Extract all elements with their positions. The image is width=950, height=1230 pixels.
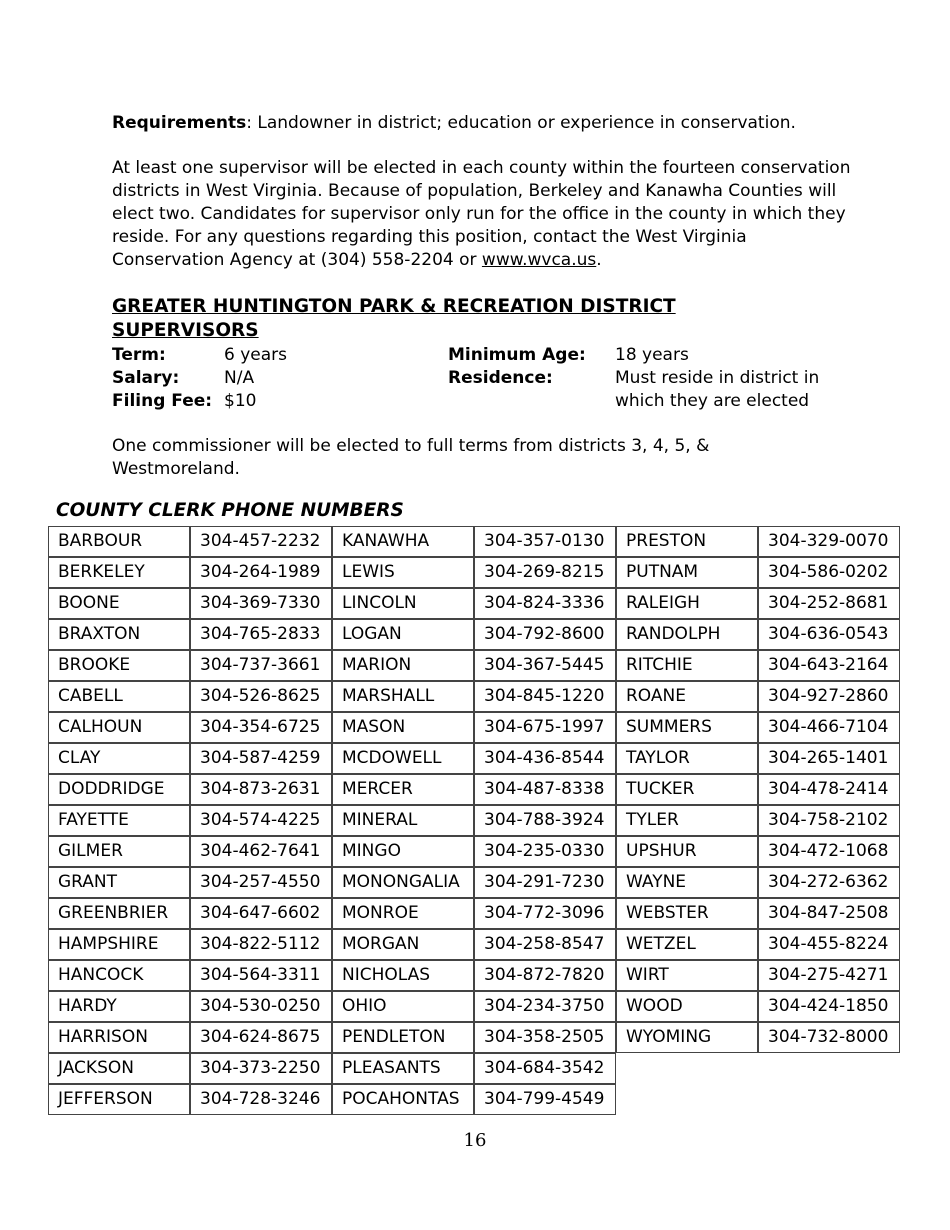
county-phone-cell: 304-530-0250	[190, 991, 332, 1022]
county-name-cell: JACKSON	[48, 1053, 190, 1084]
county-name-cell: KANAWHA	[332, 526, 474, 557]
residence-value: Must reside in district in which they are elected	[615, 368, 820, 411]
county-name-cell: CALHOUN	[48, 712, 190, 743]
huntington-heading: GREATER HUNTINGTON PARK & RECREATION DISTRICT SUPERVISORS	[112, 296, 676, 341]
huntington-values-left	[224, 344, 287, 413]
county-phone-cell: 304-358-2505	[474, 1022, 616, 1053]
county-name-cell: MCDOWELL	[332, 743, 474, 774]
county-name-cell: LINCOLN	[332, 588, 474, 619]
county-name-cell: TYLER	[616, 805, 758, 836]
county-phone-cell: 304-636-0543	[758, 619, 900, 650]
county-phone-cell: 304-457-2232	[190, 526, 332, 557]
county-name-cell: WAYNE	[616, 867, 758, 898]
county-name-cell: RITCHIE	[616, 650, 758, 681]
county-name-cell: WETZEL	[616, 929, 758, 960]
county-name-cell: PLEASANTS	[332, 1053, 474, 1084]
county-name-cell: HANCOCK	[48, 960, 190, 991]
filing-fee-label: Filing Fee:	[112, 391, 213, 411]
county-phone-cell: 304-369-7330	[190, 588, 332, 619]
county-phone-cell: 304-624-8675	[190, 1022, 332, 1053]
county-name-cell: SUMMERS	[616, 712, 758, 743]
county-phone-cell: 304-373-2250	[190, 1053, 332, 1084]
county-phone-cell: 304-234-3750	[474, 991, 616, 1022]
min-age-label: Minimum Age:	[448, 345, 586, 365]
county-phone-cell: 304-436-8544	[474, 743, 616, 774]
county-name-cell: BOONE	[48, 588, 190, 619]
requirements-text: : Landowner in district; education or experience in conservation.	[246, 113, 796, 133]
county-phone-cell: 304-354-6725	[190, 712, 332, 743]
county-name-cell: CABELL	[48, 681, 190, 712]
county-name-cell: PENDLETON	[332, 1022, 474, 1053]
huntington-labels-right	[448, 344, 586, 390]
county-phone-cell: 304-252-8681	[758, 588, 900, 619]
county-phone-cell: 304-765-2833	[190, 619, 332, 650]
conservation-paragraph-end: .	[596, 250, 602, 270]
county-phone-cell: 304-772-3096	[474, 898, 616, 929]
county-name-cell: OHIO	[332, 991, 474, 1022]
county-name-cell: WEBSTER	[616, 898, 758, 929]
county-phone-cell: 304-466-7104	[758, 712, 900, 743]
wvca-link[interactable]: www.wvca.us	[481, 250, 597, 270]
county-phone-cell: 304-487-8338	[474, 774, 616, 805]
county-name-cell: MARSHALL	[332, 681, 474, 712]
county-phone-cell: 304-472-1068	[758, 836, 900, 867]
county-name-cell: HAMPSHIRE	[48, 929, 190, 960]
salary-value: N/A	[224, 368, 255, 388]
county-phone-cell: 304-291-7230	[474, 867, 616, 898]
county-name-cell: TAYLOR	[616, 743, 758, 774]
county-phone-cell: 304-799-4549	[474, 1084, 616, 1115]
county-name-cell: MARION	[332, 650, 474, 681]
county-name-cell: BERKELEY	[48, 557, 190, 588]
county-name-cell: WYOMING	[616, 1022, 758, 1053]
county-name-cell: GRANT	[48, 867, 190, 898]
salary-label: Salary:	[112, 368, 180, 388]
requirements-line	[112, 112, 852, 135]
county-name-cell: HARDY	[48, 991, 190, 1022]
county-name-cell: MONONGALIA	[332, 867, 474, 898]
county-phone-cell: 304-265-1401	[758, 743, 900, 774]
county-phone-cell: 304-728-3246	[190, 1084, 332, 1115]
county-clerk-title: COUNTY CLERK PHONE NUMBERS	[56, 500, 404, 521]
county-phone-cell: 304-873-2631	[190, 774, 332, 805]
county-name-cell: MASON	[332, 712, 474, 743]
county-name-cell: BROOKE	[48, 650, 190, 681]
county-phone-cell: 304-367-5445	[474, 650, 616, 681]
county-name-cell: NICHOLAS	[332, 960, 474, 991]
county-phone-cell: 304-587-4259	[190, 743, 332, 774]
county-phone-cell: 304-927-2860	[758, 681, 900, 712]
county-phone-cell: 304-257-4550	[190, 867, 332, 898]
residence-label: Residence:	[448, 368, 553, 388]
county-phone-cell: 304-564-3311	[190, 960, 332, 991]
conservation-paragraph-text: At least one supervisor will be elected in each county within the fourteen conservation districts in West Virginia. Because of population, Berkeley and Kanawha Counties will elect two. Candidates for supervisor only run for the office in the county in which they reside. For any questions regarding this position, contact the West Virginia Conservation Agency at (304) 558-2204 or	[112, 158, 851, 270]
county-name-cell: WOOD	[616, 991, 758, 1022]
county-name-cell: PUTNAM	[616, 557, 758, 588]
county-name-cell: MORGAN	[332, 929, 474, 960]
county-phone-cell: 304-478-2414	[758, 774, 900, 805]
county-phone-cell: 304-822-5112	[190, 929, 332, 960]
county-phone-cell: 304-272-6362	[758, 867, 900, 898]
county-phone-cell: 304-792-8600	[474, 619, 616, 650]
county-name-cell: WIRT	[616, 960, 758, 991]
county-name-cell: GREENBRIER	[48, 898, 190, 929]
county-phone-cell: 304-455-8224	[758, 929, 900, 960]
county-phone-cell: 304-684-3542	[474, 1053, 616, 1084]
county-name-cell: BRAXTON	[48, 619, 190, 650]
county-name-cell: GILMER	[48, 836, 190, 867]
county-name-cell: DODDRIDGE	[48, 774, 190, 805]
filing-fee-value: $10	[224, 391, 257, 411]
county-name-cell: ROANE	[616, 681, 758, 712]
huntington-description: One commissioner will be elected to full terms from districts 3, 4, 5, & Westmoreland.	[112, 436, 710, 479]
county-name-cell: MONROE	[332, 898, 474, 929]
county-name-cell: RANDOLPH	[616, 619, 758, 650]
county-name-cell: JEFFERSON	[48, 1084, 190, 1115]
county-phone-cell: 304-824-3336	[474, 588, 616, 619]
county-phone-cell: 304-264-1989	[190, 557, 332, 588]
county-name-cell: HARRISON	[48, 1022, 190, 1053]
county-phone-cell: 304-732-8000	[758, 1022, 900, 1053]
term-value: 6 years	[224, 345, 288, 365]
county-name-cell: CLAY	[48, 743, 190, 774]
page-number: 16	[463, 1130, 487, 1151]
county-phone-cell: 304-737-3661	[190, 650, 332, 681]
huntington-values-right	[615, 344, 835, 413]
county-phone-cell: 304-845-1220	[474, 681, 616, 712]
county-phone-cell: 304-847-2508	[758, 898, 900, 929]
min-age-value: 18 years	[615, 345, 689, 365]
requirements-label: Requirements	[112, 113, 247, 133]
county-phone-cell: 304-275-4271	[758, 960, 900, 991]
county-phone-cell: 304-357-0130	[474, 526, 616, 557]
county-name-cell: LOGAN	[332, 619, 474, 650]
county-phone-cell: 304-758-2102	[758, 805, 900, 836]
county-name-cell: LEWIS	[332, 557, 474, 588]
county-phone-cell: 304-788-3924	[474, 805, 616, 836]
county-name-cell: TUCKER	[616, 774, 758, 805]
county-phone-cell: 304-574-4225	[190, 805, 332, 836]
county-name-cell: FAYETTE	[48, 805, 190, 836]
county-phone-cell: 304-872-7820	[474, 960, 616, 991]
county-name-cell: MINERAL	[332, 805, 474, 836]
county-phone-cell: 304-235-0330	[474, 836, 616, 867]
county-phone-cell: 304-586-0202	[758, 557, 900, 588]
county-name-cell: UPSHUR	[616, 836, 758, 867]
county-phone-cell: 304-643-2164	[758, 650, 900, 681]
county-name-cell: MERCER	[332, 774, 474, 805]
county-name-cell: BARBOUR	[48, 526, 190, 557]
county-name-cell: POCAHONTAS	[332, 1084, 474, 1115]
term-label: Term:	[112, 345, 166, 365]
county-phone-cell: 304-424-1850	[758, 991, 900, 1022]
county-phone-cell: 304-269-8215	[474, 557, 616, 588]
county-name-cell: RALEIGH	[616, 588, 758, 619]
county-phone-cell: 304-258-8547	[474, 929, 616, 960]
county-name-cell: PRESTON	[616, 526, 758, 557]
county-phone-cell: 304-647-6602	[190, 898, 332, 929]
county-phone-cell: 304-675-1997	[474, 712, 616, 743]
huntington-labels-left	[112, 344, 212, 413]
county-name-cell: MINGO	[332, 836, 474, 867]
conservation-paragraph	[112, 157, 852, 272]
county-phone-cell: 304-462-7641	[190, 836, 332, 867]
county-phone-cell: 304-329-0070	[758, 526, 900, 557]
county-phone-cell: 304-526-8625	[190, 681, 332, 712]
